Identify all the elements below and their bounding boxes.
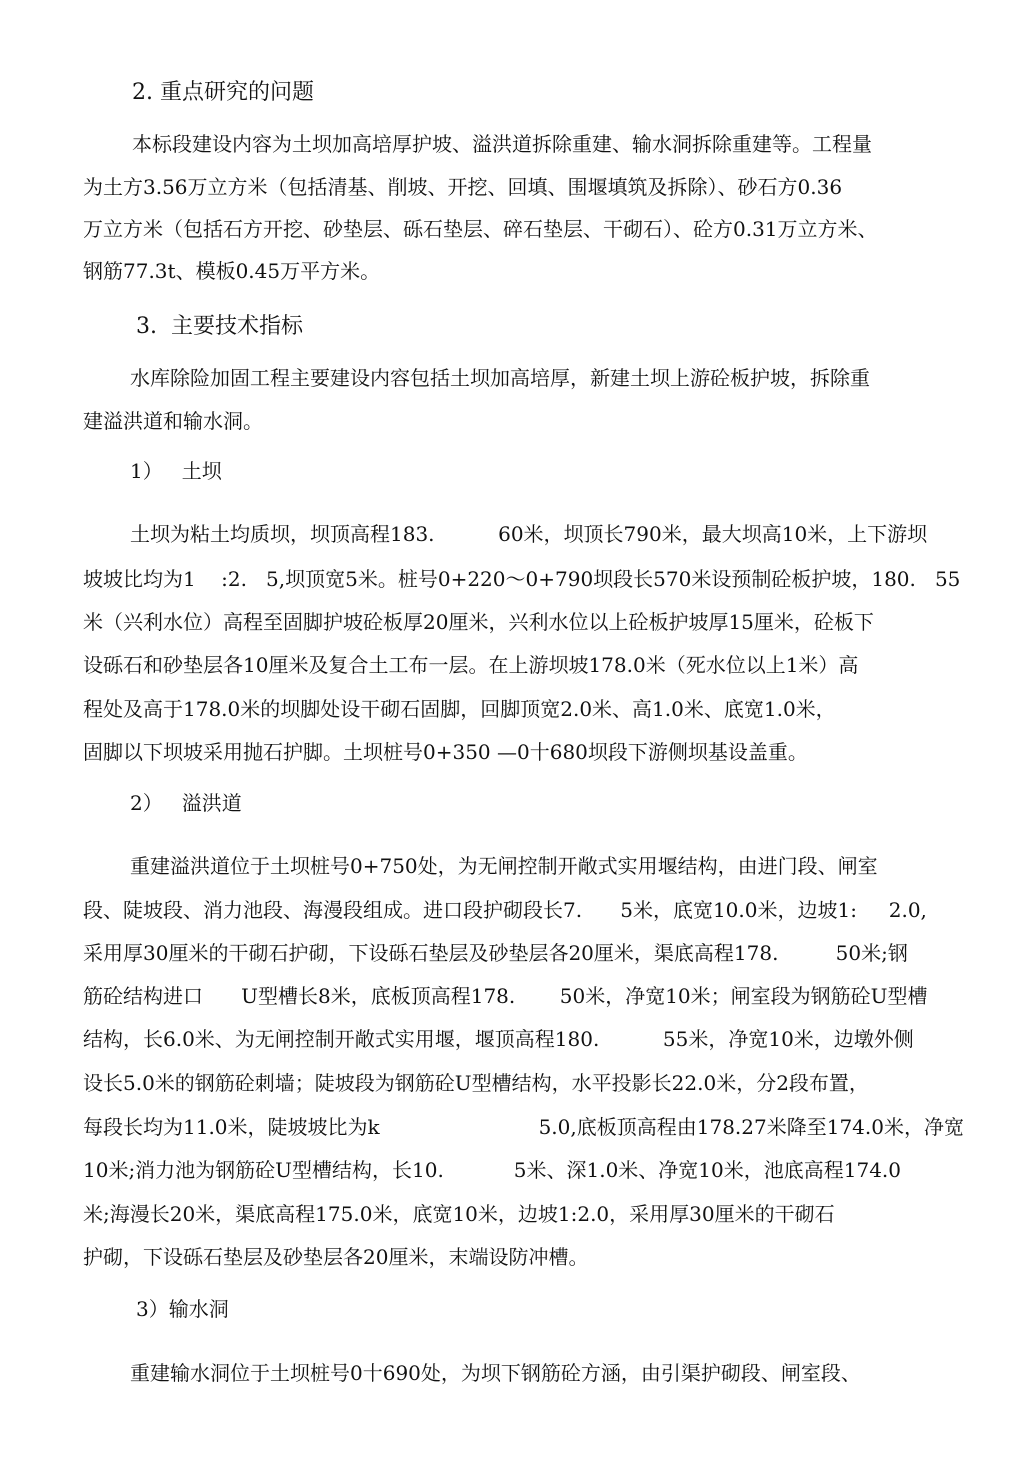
paragraph-line: 为土方3.56万立方米（包括清基、削坡、开挖、回填、围堰填筑及拆除）、砂石方0.36 — [83, 175, 843, 199]
paragraph-line: 万立方米（包括石方开挖、砂垫层、砾石垫层、碎石垫层、干砌石）、砼方0.31万立方米、 — [83, 217, 878, 241]
paragraph-line: 10米;消力池为钢筋砼U型槽结构，长10. 5米、深1.0米、净宽10米，池底高程174.0 — [83, 1158, 902, 1182]
paragraph-line: 重建溢洪道位于土坝桩号0+750处，为无闸控制开敞式实用堰结构，由进门段、闸室 — [130, 854, 878, 878]
paragraph-line: 段、陡坡段、消力池段、海漫段组成。进口段护砌段长7. 5米，底宽10.0米，边坡1: 2.0, — [83, 898, 927, 922]
paragraph-line: 坡坡比均为1 :2. 5,坝顶宽5米。桩号0+220～0+790坝段长570米设预制砼板护坡，180. 55 — [83, 567, 961, 591]
paragraph-line: 设砾石和砂垫层各10厘米及复合土工布一层。在上游坝坡178.0米（死水位以上1米）高 — [83, 653, 859, 677]
paragraph-line: 建溢洪道和输水洞。 — [83, 409, 263, 433]
paragraph-line: 米（兴利水位）高程至固脚护坡砼板厚20厘米，兴利水位以上砼板护坡厚15厘米，砼板下 — [83, 610, 874, 634]
section-2-heading: 2. 重点研究的问题 — [132, 80, 314, 105]
outlet-heading: 3）输水洞 — [136, 1297, 229, 1321]
spillway-heading: 2） 溢洪道 — [130, 791, 242, 815]
paragraph-line: 筋砼结构进口 U型槽长8米，底板顶高程178. 50米，净宽10米；闸室段为钢筋砼U型槽 — [83, 984, 928, 1008]
paragraph-line: 米;海漫长20米，渠底高程175.0米，底宽10米，边坡1:2.0，采用厚30厘米的干砌石 — [83, 1202, 835, 1226]
dam-heading: 1） 土坝 — [130, 459, 222, 483]
paragraph-line: 水库除险加固工程主要建设内容包括土坝加高培厚，新建土坝上游砼板护坡，拆除重 — [130, 366, 870, 390]
paragraph-line: 每段长均为11.0米，陡坡坡比为k 5.0,底板顶高程由178.27米降至174.0米，净宽 — [83, 1115, 964, 1139]
paragraph-line: 固脚以下坝坡采用抛石护脚。土坝桩号0+350 —0十680坝段下游侧坝基设盖重。 — [83, 740, 808, 764]
paragraph-line: 结构，长6.0米、为无闸控制开敞式实用堰，堰顶高程180. 55米，净宽10米，边墩外侧 — [83, 1027, 914, 1051]
paragraph-line: 采用厚30厘米的干砌石护砌，下设砾石垫层及砂垫层各20厘米，渠底高程178. 50米;钢 — [83, 941, 908, 965]
section-3-heading: 3. 主要技术指标 — [136, 314, 303, 339]
paragraph-line: 本标段建设内容为土坝加高培厚护坡、溢洪道拆除重建、输水洞拆除重建等。工程量 — [132, 132, 872, 156]
paragraph-line: 土坝为粘土均质坝，坝顶高程183. 60米，坝顶长790米，最大坝高10米，上下游坝 — [130, 522, 928, 546]
paragraph-line: 设长5.0米的钢筋砼刺墙；陡坡段为钢筋砼U型槽结构，水平投影长22.0米，分2段布置， — [83, 1071, 869, 1095]
paragraph-line: 程处及高于178.0米的坝脚处设干砌石固脚，回脚顶宽2.0米、高1.0米、底宽1.0米， — [83, 697, 836, 721]
paragraph-line: 重建输水洞位于土坝桩号0十690处，为坝下钢筋砼方涵，由引渠护砌段、闸室段、 — [130, 1361, 861, 1385]
paragraph-line: 钢筋77.3t、模板0.45万平方米。 — [83, 259, 381, 283]
paragraph-line: 护砌，下设砾石垫层及砂垫层各20厘米，末端设防冲槽。 — [83, 1245, 589, 1269]
